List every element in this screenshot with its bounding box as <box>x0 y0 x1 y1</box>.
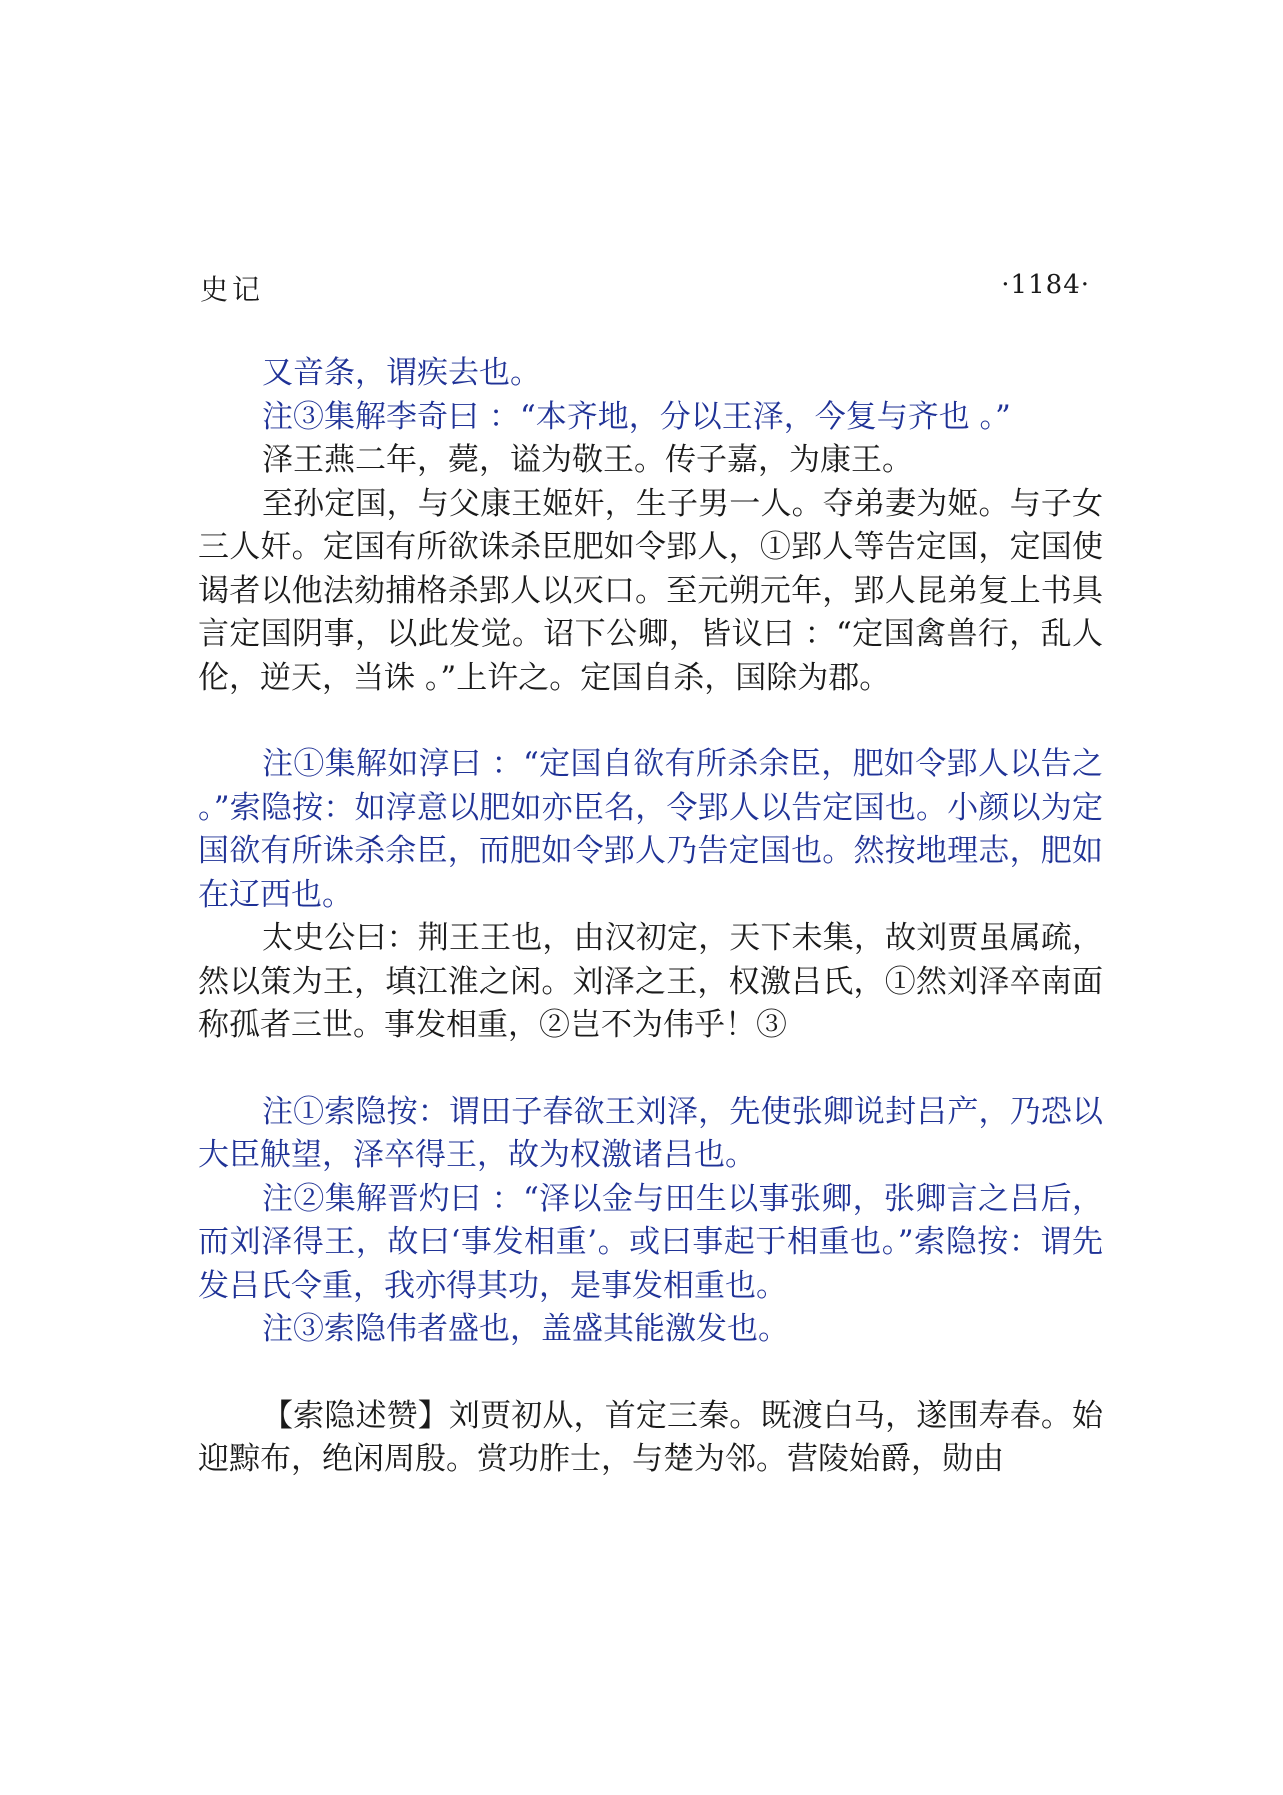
main-text-paragraph: 泽王燕二年，薨，谥为敬王。传子嘉，为康王。 <box>262 442 913 478</box>
page-header <box>200 268 1090 308</box>
eulogy-paragraph: 【索隐述赞】刘贾初从，首定三秦。既渡白马，遂围寿春。始迎黥布，绝闲周殷。赏功胙士，与楚为邻。营陵始爵，勋由 <box>198 1397 1103 1477</box>
commentary-paragraph: 又音条，谓疾去也。 <box>262 355 541 391</box>
main-text-paragraph: 太史公曰：荆王王也，由汉初定，天下未集，故刘贾虽属疏，然以策为王，填江淮之闲。刘泽之王，权激吕氏，①然刘泽卒南面称孤者三世。事发相重，②岂不为伟乎！③ <box>198 920 1103 1043</box>
commentary-paragraph: 注②集解晋灼曰 ：“泽以金与田生以事张卿，张卿言之吕后，而刘泽得王，故曰‘事发相重’。或曰事起于相重也。”索隐按：谓先发吕氏令重，我亦得其功，是事发相重也。 <box>198 1180 1103 1304</box>
page-number: ·1184· <box>1001 270 1090 300</box>
main-text-paragraph: 至孙定国，与父康王姬奸，生子男一人。夺弟妻为姬。与子女三人奸。定国有所欲诛杀臣肥如令郢人，①郢人等告定国，定国使谒者以他法劾捕格杀郢人以灭口。至元朔元年，郢人昆弟复上书具言定国阴事，以此发觉。诏下公卿，皆议曰 ：“定国禽兽行，乱人伦，逆天，当诛 。”上许之。定国自杀，国除为郡。 <box>198 485 1103 696</box>
commentary-paragraph: 注③集解李奇曰 ：“本齐地，分以王泽，今复与齐也 。” <box>262 398 1011 435</box>
page-content <box>198 352 1103 1482</box>
commentary-paragraph: 注③索隐伟者盛也，盖盛其能激发也。 <box>262 1311 789 1347</box>
book-title: 史记 <box>200 273 265 306</box>
commentary-paragraph: 注①索隐按：谓田子春欲王刘泽，先使张卿说封吕产，乃恐以大臣觖望，泽卒得王，故为权激诸吕也。 <box>198 1093 1103 1173</box>
commentary-paragraph: 注①集解如淳曰 ：“定国自欲有所杀余臣，肥如令郢人以告之 。”索隐按：如淳意以肥如亦臣名，令郢人以告定国也。小颜以为定国欲有所诛杀余臣，而肥如令郢人乃告定国也。然按地理志，肥如在辽西也。 <box>198 746 1103 913</box>
